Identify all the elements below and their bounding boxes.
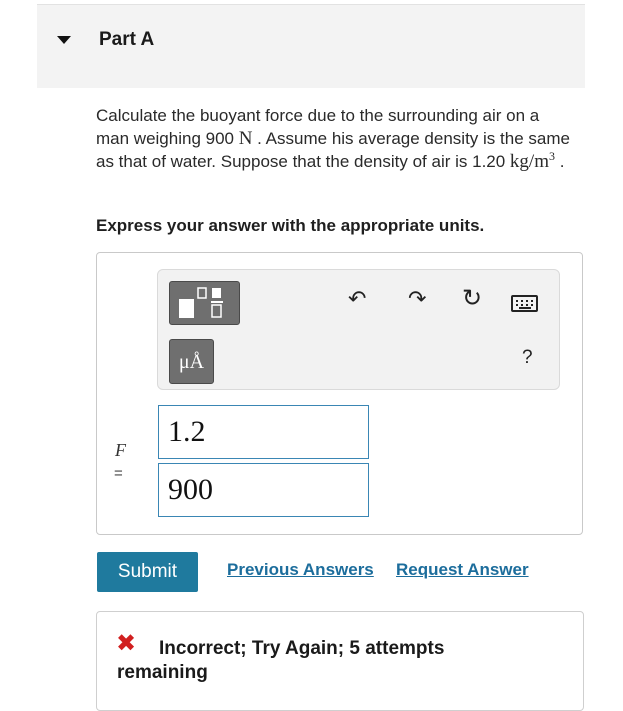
answer-box (96, 252, 583, 535)
collapse-caret-icon[interactable] (57, 36, 71, 44)
undo-icon[interactable]: ↶ (348, 286, 367, 311)
part-header[interactable] (37, 4, 585, 88)
equals-sign: = (114, 465, 123, 482)
density-unit-exponent: 3 (548, 149, 555, 163)
answer-unit-field[interactable]: 900 (158, 463, 369, 517)
variable-label: F (115, 440, 126, 460)
part-title: Part A (99, 29, 155, 50)
weight-unit: N (238, 128, 253, 149)
feedback-text: Incorrect; Try Again; 5 attempts remaining (117, 638, 445, 683)
reset-icon[interactable]: ↻ (462, 285, 483, 312)
question-text-3: . (554, 152, 565, 171)
question-text-1: Calculate the buoyant force due to the surrounding air on a man weighing 900 (96, 106, 540, 148)
redo-icon[interactable]: ↷ (408, 286, 427, 311)
request-answer-link[interactable]: Request Answer (396, 560, 529, 579)
units-button[interactable]: μÅ (169, 339, 214, 384)
templates-icon (170, 282, 239, 324)
x-icon: ✖ (116, 630, 137, 657)
submit-button[interactable]: Submit (97, 552, 198, 592)
math-toolbar (157, 269, 560, 390)
previous-answers-link[interactable]: Previous Answers (227, 560, 374, 579)
keyboard-icon[interactable] (511, 295, 538, 312)
instruction-text: Express your answer with the appropriate units. (96, 216, 485, 235)
feedback-box (96, 611, 584, 711)
answer-value-field[interactable]: 1.2 (158, 405, 369, 459)
templates-button[interactable] (169, 281, 240, 325)
question-text-2: . Assume his average density is the same as that of water. Suppose that the density of air is 1.20 (96, 129, 570, 171)
density-unit-base: kg/m (509, 151, 549, 172)
help-icon[interactable]: ? (522, 347, 533, 368)
question-text (96, 104, 576, 173)
density-unit (510, 151, 555, 172)
